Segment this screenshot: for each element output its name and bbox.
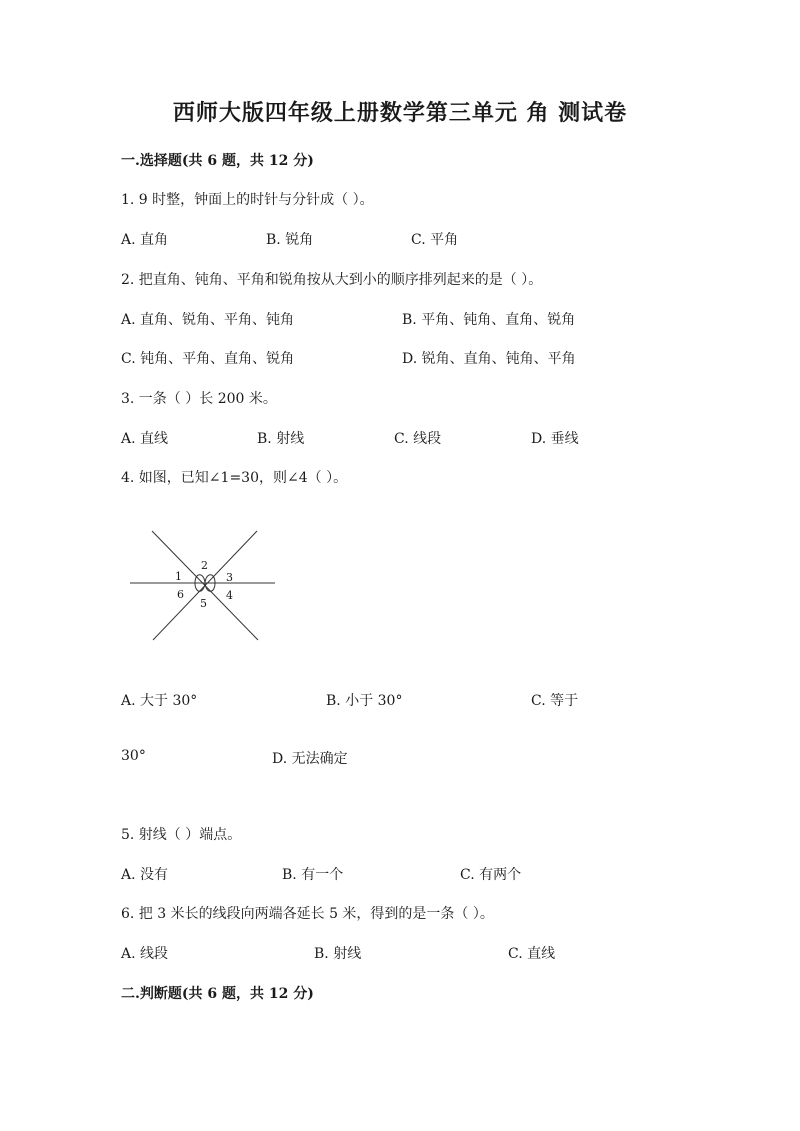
question-5-option-c: C. 有两个 <box>460 867 522 883</box>
angle-label-4: 4 <box>226 589 233 602</box>
question-5-option-a: A. 没有 <box>121 867 169 883</box>
question-4-option-d: D. 无法确定 <box>272 751 348 767</box>
question-3-option-b: B. 射线 <box>257 431 305 447</box>
question-6-stem: 6. 把 3 米长的线段向两端各延长 5 米，得到的是一条（ ）。 <box>121 906 494 922</box>
section-heading-judgement: 二.判断题(共 6 题，共 12 分) <box>121 986 314 1002</box>
angle-label-6: 6 <box>177 588 184 601</box>
angle-figure <box>125 522 280 642</box>
question-1-option-b: B. 锐角 <box>266 232 314 248</box>
question-3-option-d: D. 垂线 <box>531 431 579 447</box>
intersecting-lines-diagram <box>125 522 280 642</box>
question-4-option-c: C. 等于 <box>531 693 579 709</box>
question-3-option-a: A. 直线 <box>121 431 169 447</box>
angle-label-5: 5 <box>200 597 207 610</box>
question-6-option-a: A. 线段 <box>121 946 169 962</box>
question-3-option-c: C. 线段 <box>394 431 442 447</box>
question-2-stem: 2. 把直角、钝角、平角和锐角按从大到小的顺序排列起来的是（ ）。 <box>121 272 543 288</box>
question-3-stem: 3. 一条（ ）长 200 米。 <box>121 391 277 407</box>
angle-label-3: 3 <box>226 571 233 584</box>
angle-label-1: 1 <box>175 570 182 583</box>
question-1-stem: 1. 9 时整，钟面上的时针与分针成（ ）。 <box>121 192 374 208</box>
question-6-option-b: B. 射线 <box>314 946 362 962</box>
question-4-stem: 4. 如图，已知∠1=30，则∠4（ ）。 <box>121 470 348 486</box>
question-2-option-d: D. 锐角、直角、钝角、平角 <box>402 351 576 367</box>
question-2-option-a: A. 直角、锐角、平角、钝角 <box>121 312 295 328</box>
question-2-option-b: B. 平角、钝角、直角、锐角 <box>402 312 576 328</box>
question-4-option-b: B. 小于 30° <box>326 693 403 709</box>
question-5-stem: 5. 射线（ ）端点。 <box>121 827 242 843</box>
question-2-option-c: C. 钝角、平角、直角、锐角 <box>121 351 295 367</box>
section-heading-choice: 一.选择题(共 6 题，共 12 分) <box>121 153 314 169</box>
question-1-option-c: C. 平角 <box>411 232 459 248</box>
question-1-option-a: A. 直角 <box>121 232 169 248</box>
question-4-option-c-continued: 30° <box>121 748 146 764</box>
question-4-option-a: A. 大于 30° <box>121 693 198 709</box>
question-5-option-b: B. 有一个 <box>282 867 344 883</box>
page-title: 西师大版四年级上册数学第三单元 角 测试卷 <box>172 100 628 126</box>
angle-label-2: 2 <box>201 559 208 572</box>
question-6-option-c: C. 直线 <box>508 946 556 962</box>
